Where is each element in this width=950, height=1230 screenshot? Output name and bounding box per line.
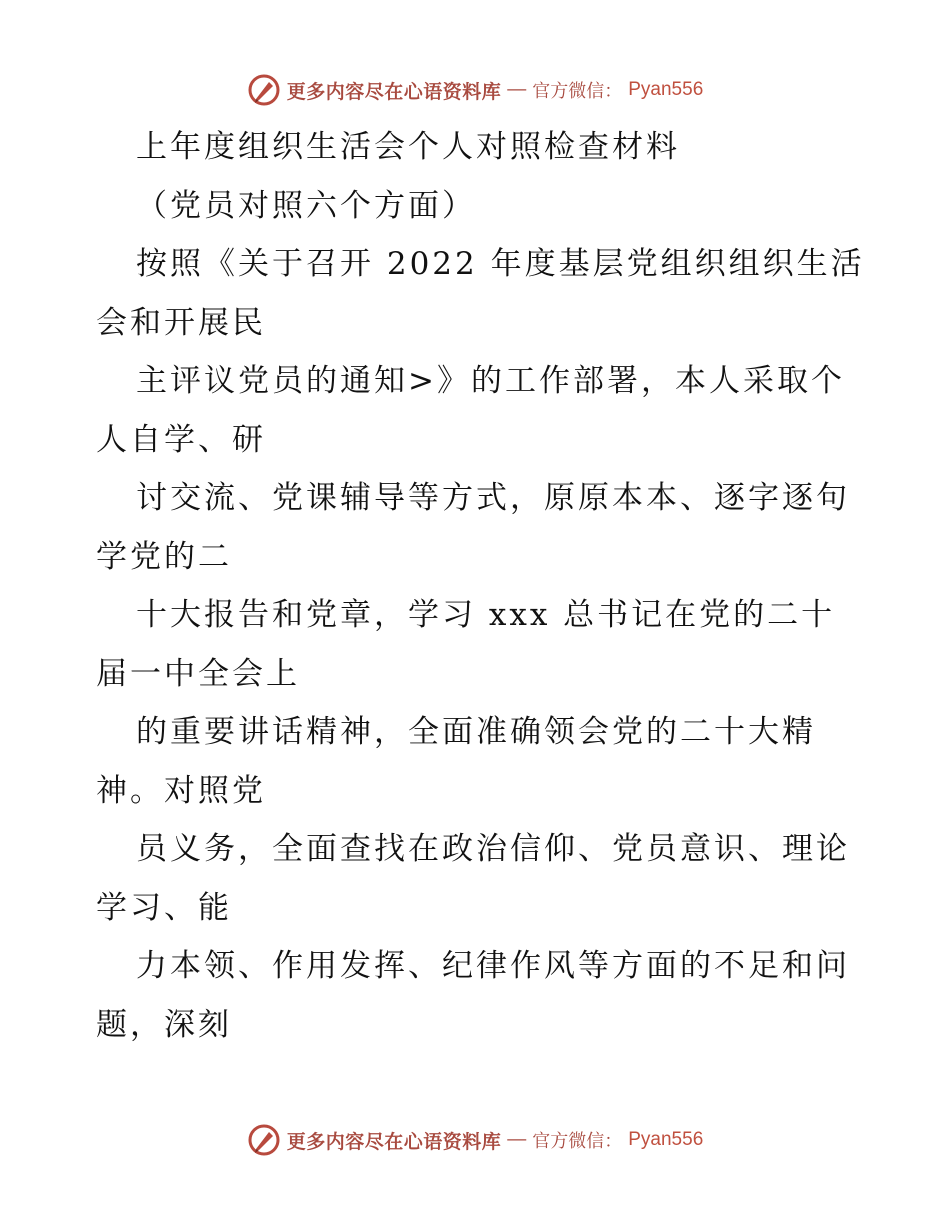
- body-line: 学党的二: [96, 538, 232, 575]
- body-line: 主评议党员的通知>》的工作部署，本人采取个: [136, 363, 845, 399]
- body-line: 力本领、作用发挥、纪律作风等方面的不足和问: [136, 948, 850, 984]
- body-line: 届一中全会上: [96, 655, 300, 692]
- body-line: 员义务，全面查找在政治信仰、党员意识、理论: [136, 831, 850, 867]
- body-line: 人自学、研: [96, 421, 266, 458]
- pen-nib-logo-icon: [247, 1123, 281, 1157]
- header-wechat-label: 官方微信：: [532, 81, 623, 102]
- header-brand-text: 更多内容尽在心语资料库: [286, 80, 502, 103]
- footer-banner: [0, 1120, 950, 1160]
- document-subtitle: （党员对照六个方面）: [136, 187, 476, 224]
- body-line: 的重要讲话精神，全面准确领会党的二十大精: [136, 714, 816, 750]
- header-banner: [0, 70, 950, 110]
- body-line: 按照《关于召开 2022 年度基层党组织组织生活: [136, 246, 865, 282]
- body-line: 神。对照党: [96, 772, 266, 809]
- document-title: 上年度组织生活会个人对照检查材料: [136, 129, 680, 165]
- header-wechat-id: Pyan556: [628, 79, 704, 100]
- header-separator: —: [507, 79, 527, 100]
- footer-wechat-label: 官方微信：: [532, 1131, 623, 1152]
- body-line: 题，深刻: [96, 1006, 232, 1043]
- body-line: 讨交流、党课辅导等方式，原原本本、逐字逐句: [136, 480, 850, 516]
- body-line: 学习、能: [96, 889, 232, 926]
- document-body: [96, 118, 865, 1054]
- body-line: 会和开展民: [96, 304, 266, 341]
- footer-wechat-id: Pyan556: [628, 1129, 704, 1150]
- pen-nib-logo-icon: [247, 73, 281, 107]
- footer-brand-text: 更多内容尽在心语资料库: [286, 1130, 502, 1153]
- body-line: 十大报告和党章，学习 xxx 总书记在党的二十: [136, 597, 836, 633]
- footer-separator: —: [507, 1129, 527, 1150]
